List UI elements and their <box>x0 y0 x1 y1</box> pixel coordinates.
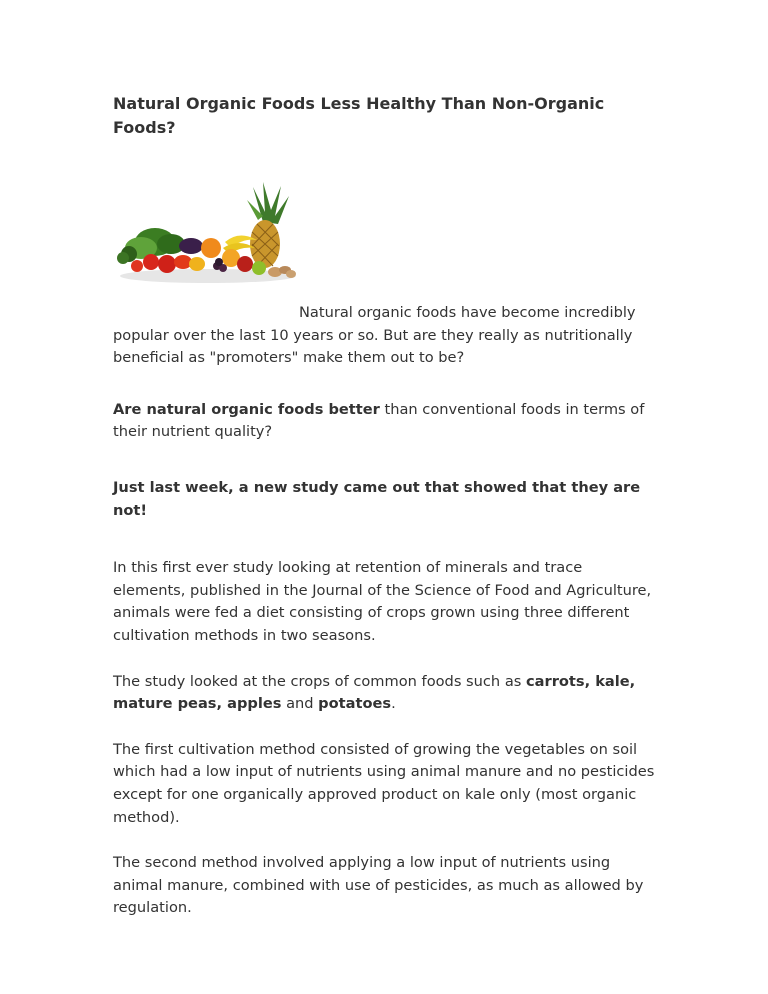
produce-illustration <box>113 182 303 292</box>
first-method-paragraph: The first cultivation method consisted of growing the vegetables on soil which had a low input of nutrients using animal manure and no pesticides except for one organically approved product on kale only (most organic method). <box>113 740 655 826</box>
crops-paragraph <box>113 671 658 716</box>
study-description-paragraph: In this first ever study looking at retention of minerals and trace elements, published in the Journal of the Science of Food and Agriculture, animals were fed a diet consisting of crops grown using three different cultivation methods in two seasons. <box>113 559 652 644</box>
crops-end: . <box>391 695 396 713</box>
produce-image <box>113 182 303 292</box>
intro-paragraph <box>113 302 658 370</box>
second-method-paragraph: The second method involved applying a low input of nutrients using animal manure, combined with use of pesticides, as much as allowed by regulation. <box>113 854 644 917</box>
crops-bold-list: carrots, kale, mature peas, apples <box>113 672 636 713</box>
study-highlight-text: Just last week, a new study came out that showed that they are not! <box>113 478 641 519</box>
question-bold: Are natural organic foods better <box>113 400 380 418</box>
document-page <box>113 92 658 920</box>
crops-prefix: The study looked at the crops of common foods such as <box>113 672 527 690</box>
article-title: Natural Organic Foods Less Healthy Than Non-Organic Foods? <box>113 94 605 137</box>
crops-bold-potatoes: potatoes <box>318 695 392 713</box>
question-paragraph <box>113 399 658 444</box>
intro-text: Natural organic foods have become incredibly popular over the last 10 years or so. But are they really as nutritionally beneficial as "promoters" make them out to be? <box>113 304 636 367</box>
crops-and: and <box>281 695 319 713</box>
study-highlight-paragraph <box>113 477 658 522</box>
question-rest: than conventional foods in terms of their nutrient quality? <box>113 400 645 441</box>
